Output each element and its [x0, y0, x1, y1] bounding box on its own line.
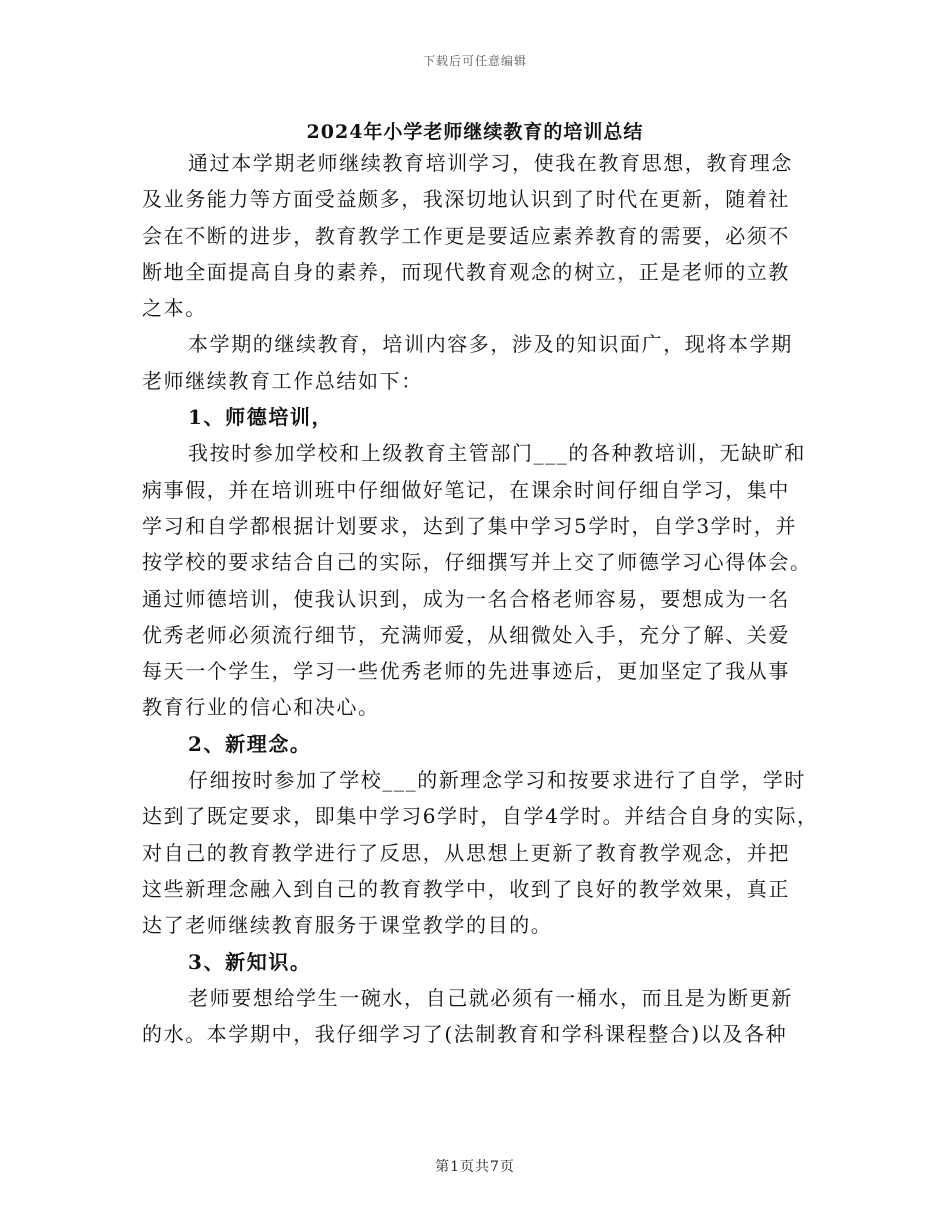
body-line: 的水。本学期中，我仔细学习了(法制教育和学科课程整合)以及各种 [142, 1022, 788, 1047]
body-line: 老师要想给学生一碗水，自己就必须有一桶水，而且是为断更新 [188, 985, 793, 1010]
body-line: 本学期的继续教育，培训内容多，涉及的知识面广，现将本学期 [188, 332, 793, 357]
body-line: 这些新理念融入到自己的教育教学中，收到了良好的教学效果，真正 [142, 876, 790, 901]
header-note: 下载后可任意编辑 [422, 54, 527, 68]
section-heading-ethics: 1、师德培训， [188, 405, 334, 430]
section-heading-new-knowledge: 3、新知识。 [188, 949, 312, 974]
body-line: 病事假，并在培训班中仔细做好笔记，在课余时间仔细自学习，集中 [142, 477, 790, 502]
body-line: 我按时参加学校和上级教育主管部门___的各种教培训，无缺旷和 [188, 441, 806, 466]
body-line: 按学校的要求结合自己的实际，仔细撰写并上交了师德学习心得体会。 [142, 550, 812, 575]
section-heading-new-concept: 2、新理念。 [188, 731, 312, 756]
body-line: 优秀老师必须流行细节，充满师爱，从细微处入手，充分了解、关爱 [142, 622, 790, 647]
body-line: 断地全面提高自身的素养，而现代教育观念的树立，正是老师的立教 [142, 259, 790, 284]
body-line: 之本。 [142, 296, 207, 321]
body-line: 达了老师继续教育服务于课堂教学的目的。 [142, 913, 553, 938]
page-footer: 第1页共7页 [435, 1159, 515, 1175]
body-line: 学习和自学都根据计划要求，达到了集中学习5学时，自学3学时，并 [142, 513, 798, 538]
body-line: 教育行业的信心和决心。 [142, 695, 380, 720]
body-line: 会在不断的进步，教育教学工作更是要适应素养教育的需要，必须不 [142, 223, 790, 248]
body-line: 达到了既定要求，即集中学习6学时，自学4学时。并结合自身的实际， [142, 804, 819, 829]
body-line: 及业务能力等方面受益颇多，我深切地认识到了时代在更新，随着社 [142, 187, 790, 212]
body-line: 仔细按时参加了学校___的新理念学习和按要求进行了自学，学时 [188, 768, 806, 793]
body-line: 通过师德培训，使我认识到，成为一名合格老师容易，要想成为一名 [142, 586, 790, 611]
body-line: 通过本学期老师继续教育培训学习，使我在教育思想，教育理念 [188, 151, 793, 175]
body-line: 每天一个学生，学习一些优秀老师的先进事迹后，更加坚定了我从事 [142, 659, 790, 684]
document-title: 2024年小学老师继续教育的培训总结 [306, 121, 644, 143]
body-line: 老师继续教育工作总结如下： [142, 368, 423, 393]
body-line: 对自己的教育教学进行了反思，从思想上更新了教育教学观念，并把 [142, 840, 790, 865]
document-body [142, 145, 822, 1052]
